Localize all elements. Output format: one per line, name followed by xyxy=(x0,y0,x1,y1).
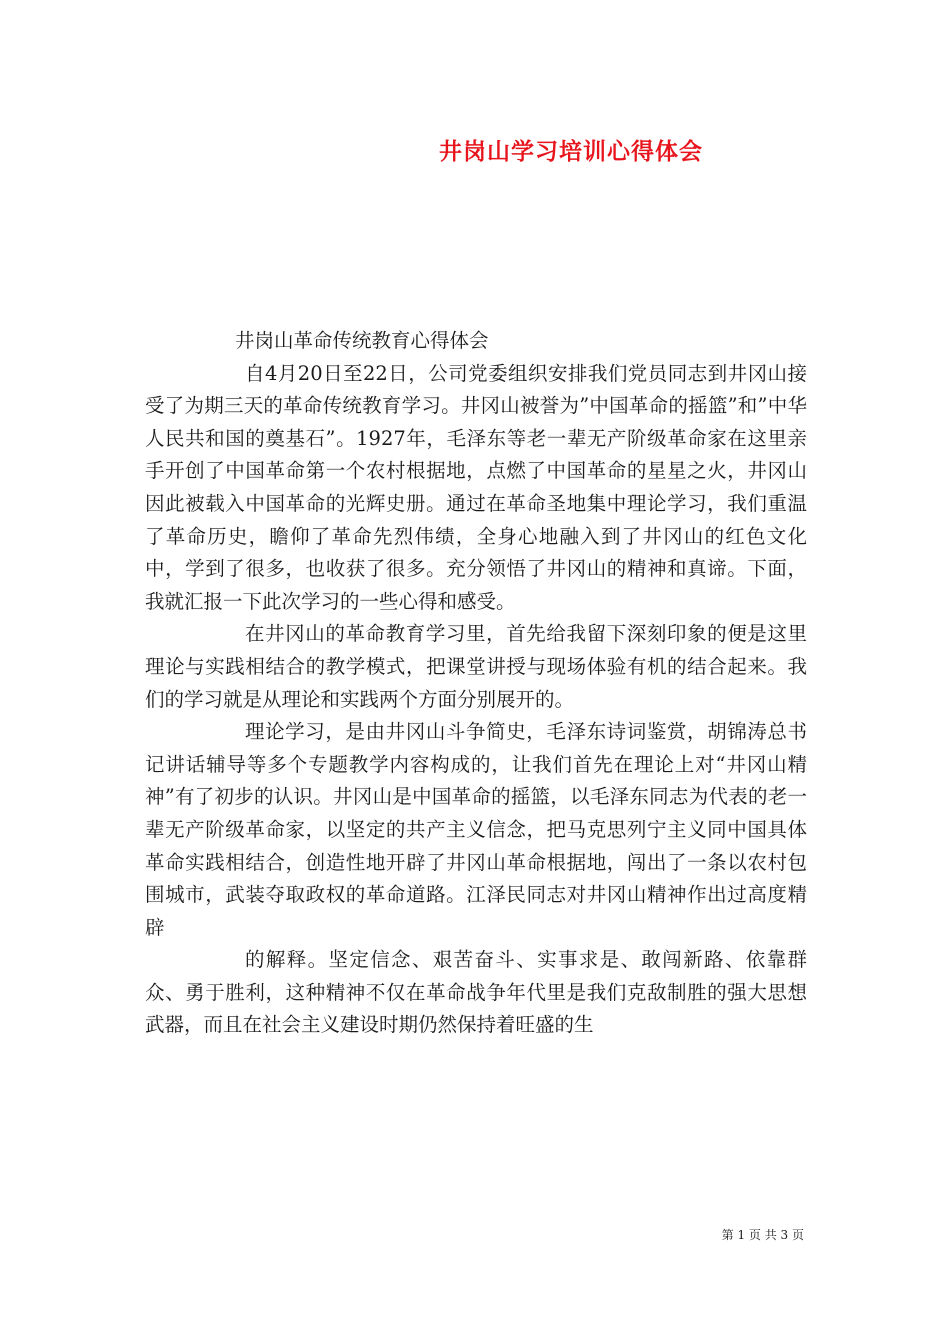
paragraph-1: 自4月20日至22日，公司党委组织安排我们党员同志到井冈山接受了为期三天的革命传统教育学习。井冈山被誉为”中国革命的摇篮”和”中华人民共和国的奠基石”。1927年，毛泽东等老一辈无产阶级革命家在这里亲手开创了中国革命第一个农村根据地，点燃了中国革命的星星之火，井冈山因此被载入中国革命的光辉史册。通过在革命圣地集中理论学习，我们重温了革命历史，瞻仰了革命先烈伟绩，全身心地融入到了井冈山的红色文化中，学到了很多，也收获了很多。充分领悟了井冈山的精神和真谛。下面，我就汇报一下此次学习的一些心得和感受。 xyxy=(145,361,807,613)
document-body xyxy=(145,325,807,1042)
paragraph-3: 理论学习，是由井冈山斗争简史，毛泽东诗词鉴赏，胡锦涛总书记讲话辅导等多个专题教学内容构成的，让我们首先在理论上对“井冈山精神”有了初步的认识。井冈山是中国革命的摇篮，以毛泽东同志为代表的老一辈无产阶级革命家，以坚定的共产主义信念，把马克思列宁主义同中国具体革命实践相结合，创造性地开辟了井冈山革命根据地，闯出了一条以农村包围城市，武装夺取政权的革命道路。江泽民同志对井冈山精神作出过高度精辟 xyxy=(145,720,807,939)
document-title: 井岗山学习培训心得体会 xyxy=(439,138,703,165)
paragraph-4: 的解释。坚定信念、艰苦奋斗、实事求是、敢闯新路、依靠群众、勇于胜利，这种精神不仅在革命战争年代里是我们克敌制胜的强大思想武器，而且在社会主义建设时期仍然保持着旺盛的生 xyxy=(145,948,807,1037)
document-subtitle: 井岗山革命传统教育心得体会 xyxy=(235,329,489,352)
paragraph-2: 在井冈山的革命教育学习里，首先给我留下深刻印象的便是这里理论与实践相结合的教学模式，把课堂讲授与现场体验有机的结合起来。我们的学习就是从理论和实践两个方面分别展开的。 xyxy=(145,622,807,711)
page-number-footer: 第 1 页 共 3 页 xyxy=(721,1228,804,1242)
